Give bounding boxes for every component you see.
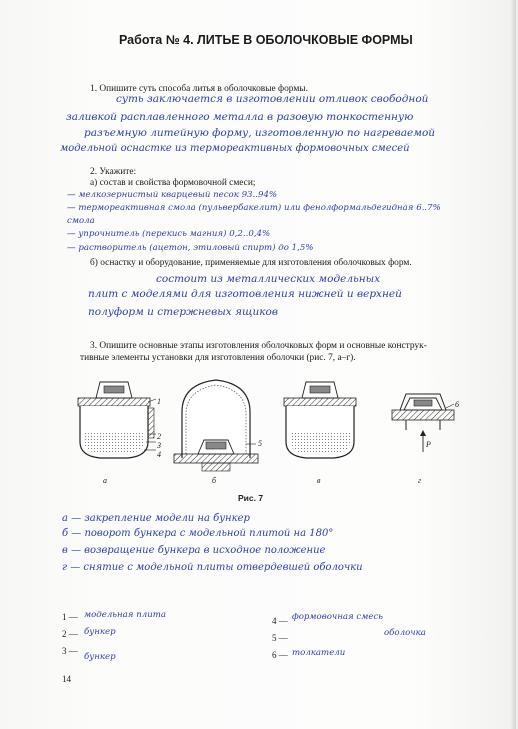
question-2b: б) оснастку и оборудование, применяемые для изготовления оболочковых форм. <box>90 258 412 268</box>
page-title: Работа № 4. ЛИТЬЕ В ОБОЛОЧКОВЫЕ ФОРМЫ <box>119 33 413 47</box>
stage-a: а — закрепление модели на бункер <box>62 513 250 524</box>
callout-5: 5 <box>258 439 262 448</box>
panel-label-g: г <box>418 476 422 485</box>
question-1: 1. Опишите суть способа литья в оболочковые формы. <box>90 84 308 94</box>
q1-answer-line-2: заливкой расплавленного металла в разовую тонкостенную <box>66 111 414 123</box>
figure-panel-b <box>174 380 258 471</box>
callout-4: 4 <box>157 450 161 459</box>
element-3-num: 3 — <box>62 646 78 656</box>
stage-g: г — снятие с модельной плиты отвердевшей оболочки <box>62 562 363 573</box>
element-6-text: толкатели <box>292 648 346 658</box>
element-5-text: оболочка <box>384 628 426 638</box>
stage-b: б — поворот бункера с модельной плитой на 180° <box>62 528 334 539</box>
callout-2: 2 <box>157 432 161 441</box>
q1-answer-line-4: модельной оснастке из термореактивных формовочных смесей <box>60 143 410 154</box>
q2a-answer-line-2: — термореактивная смола (пульвербакелит) или фенолформальдегидная 6..7% <box>67 203 441 213</box>
q2a-answer-line-5: — растворитель (ацетон, этиловый спирт) до 1,5% <box>67 243 314 253</box>
stage-v: в — возвращение бункера в исходное положение <box>62 545 326 556</box>
q1-answer-line-3: разъемную литейную форму, изготовленную по нагреваемой <box>84 127 436 139</box>
element-4-num: 4 — <box>272 616 288 626</box>
question-3-line-2: тивные элементы установки для изготовления оболочки (рис. 7, а–г). <box>80 353 356 363</box>
callout-p: P <box>426 440 431 449</box>
element-2-text: бункер <box>84 627 116 637</box>
question-2a: а) состав и свойства формовочной смеси; <box>90 178 256 188</box>
callout-3: 3 <box>157 441 161 450</box>
page-number: 14 <box>62 674 71 684</box>
element-1-num: 1 — <box>62 612 78 622</box>
q2b-answer-line-1: состоит из металлических модельных <box>156 273 381 285</box>
element-3-text: бункер <box>84 652 116 662</box>
element-1-text: модельная плита <box>84 610 167 620</box>
callout-6: 6 <box>455 400 459 409</box>
panel-label-b: б <box>212 476 217 485</box>
page-edge-shadow <box>510 0 516 729</box>
q1-answer-line-1: суть заключается в изготовлении отливок свободной <box>116 93 429 105</box>
element-2-num: 2 — <box>62 629 78 639</box>
q2a-answer-line-3: смола <box>67 216 95 226</box>
callout-1: 1 <box>157 397 161 406</box>
q2b-answer-line-2: плит с моделями для изготовления нижней и верхней <box>88 288 402 300</box>
panel-label-v: в <box>317 476 321 485</box>
figure-caption: Рис. 7 <box>238 493 264 503</box>
question-3-line-1: 3. Опишите основные этапы изготовления оболочковых форм и основные конструк- <box>90 341 427 351</box>
q2b-answer-line-3: полуформ и стержневых ящиков <box>88 306 278 318</box>
q2a-answer-line-4: — упрочнитель (перекись магния) 0,2..0,4% <box>67 229 271 239</box>
q2a-answer-line-1: — мелкозернистый кварцевый песок 93..94% <box>67 190 278 200</box>
question-2-title: 2. Укажите: <box>90 167 137 177</box>
panel-label-a: а <box>103 476 107 485</box>
figure-panel-g <box>392 394 454 452</box>
figure-panel-a <box>78 382 156 458</box>
figure-7-shell-mold-setup <box>60 372 480 490</box>
element-4-text: формовочная смесь <box>292 612 383 622</box>
element-6-num: 6 — <box>272 650 288 660</box>
figure-panel-v <box>284 382 356 458</box>
element-5-num: 5 — <box>272 633 288 643</box>
